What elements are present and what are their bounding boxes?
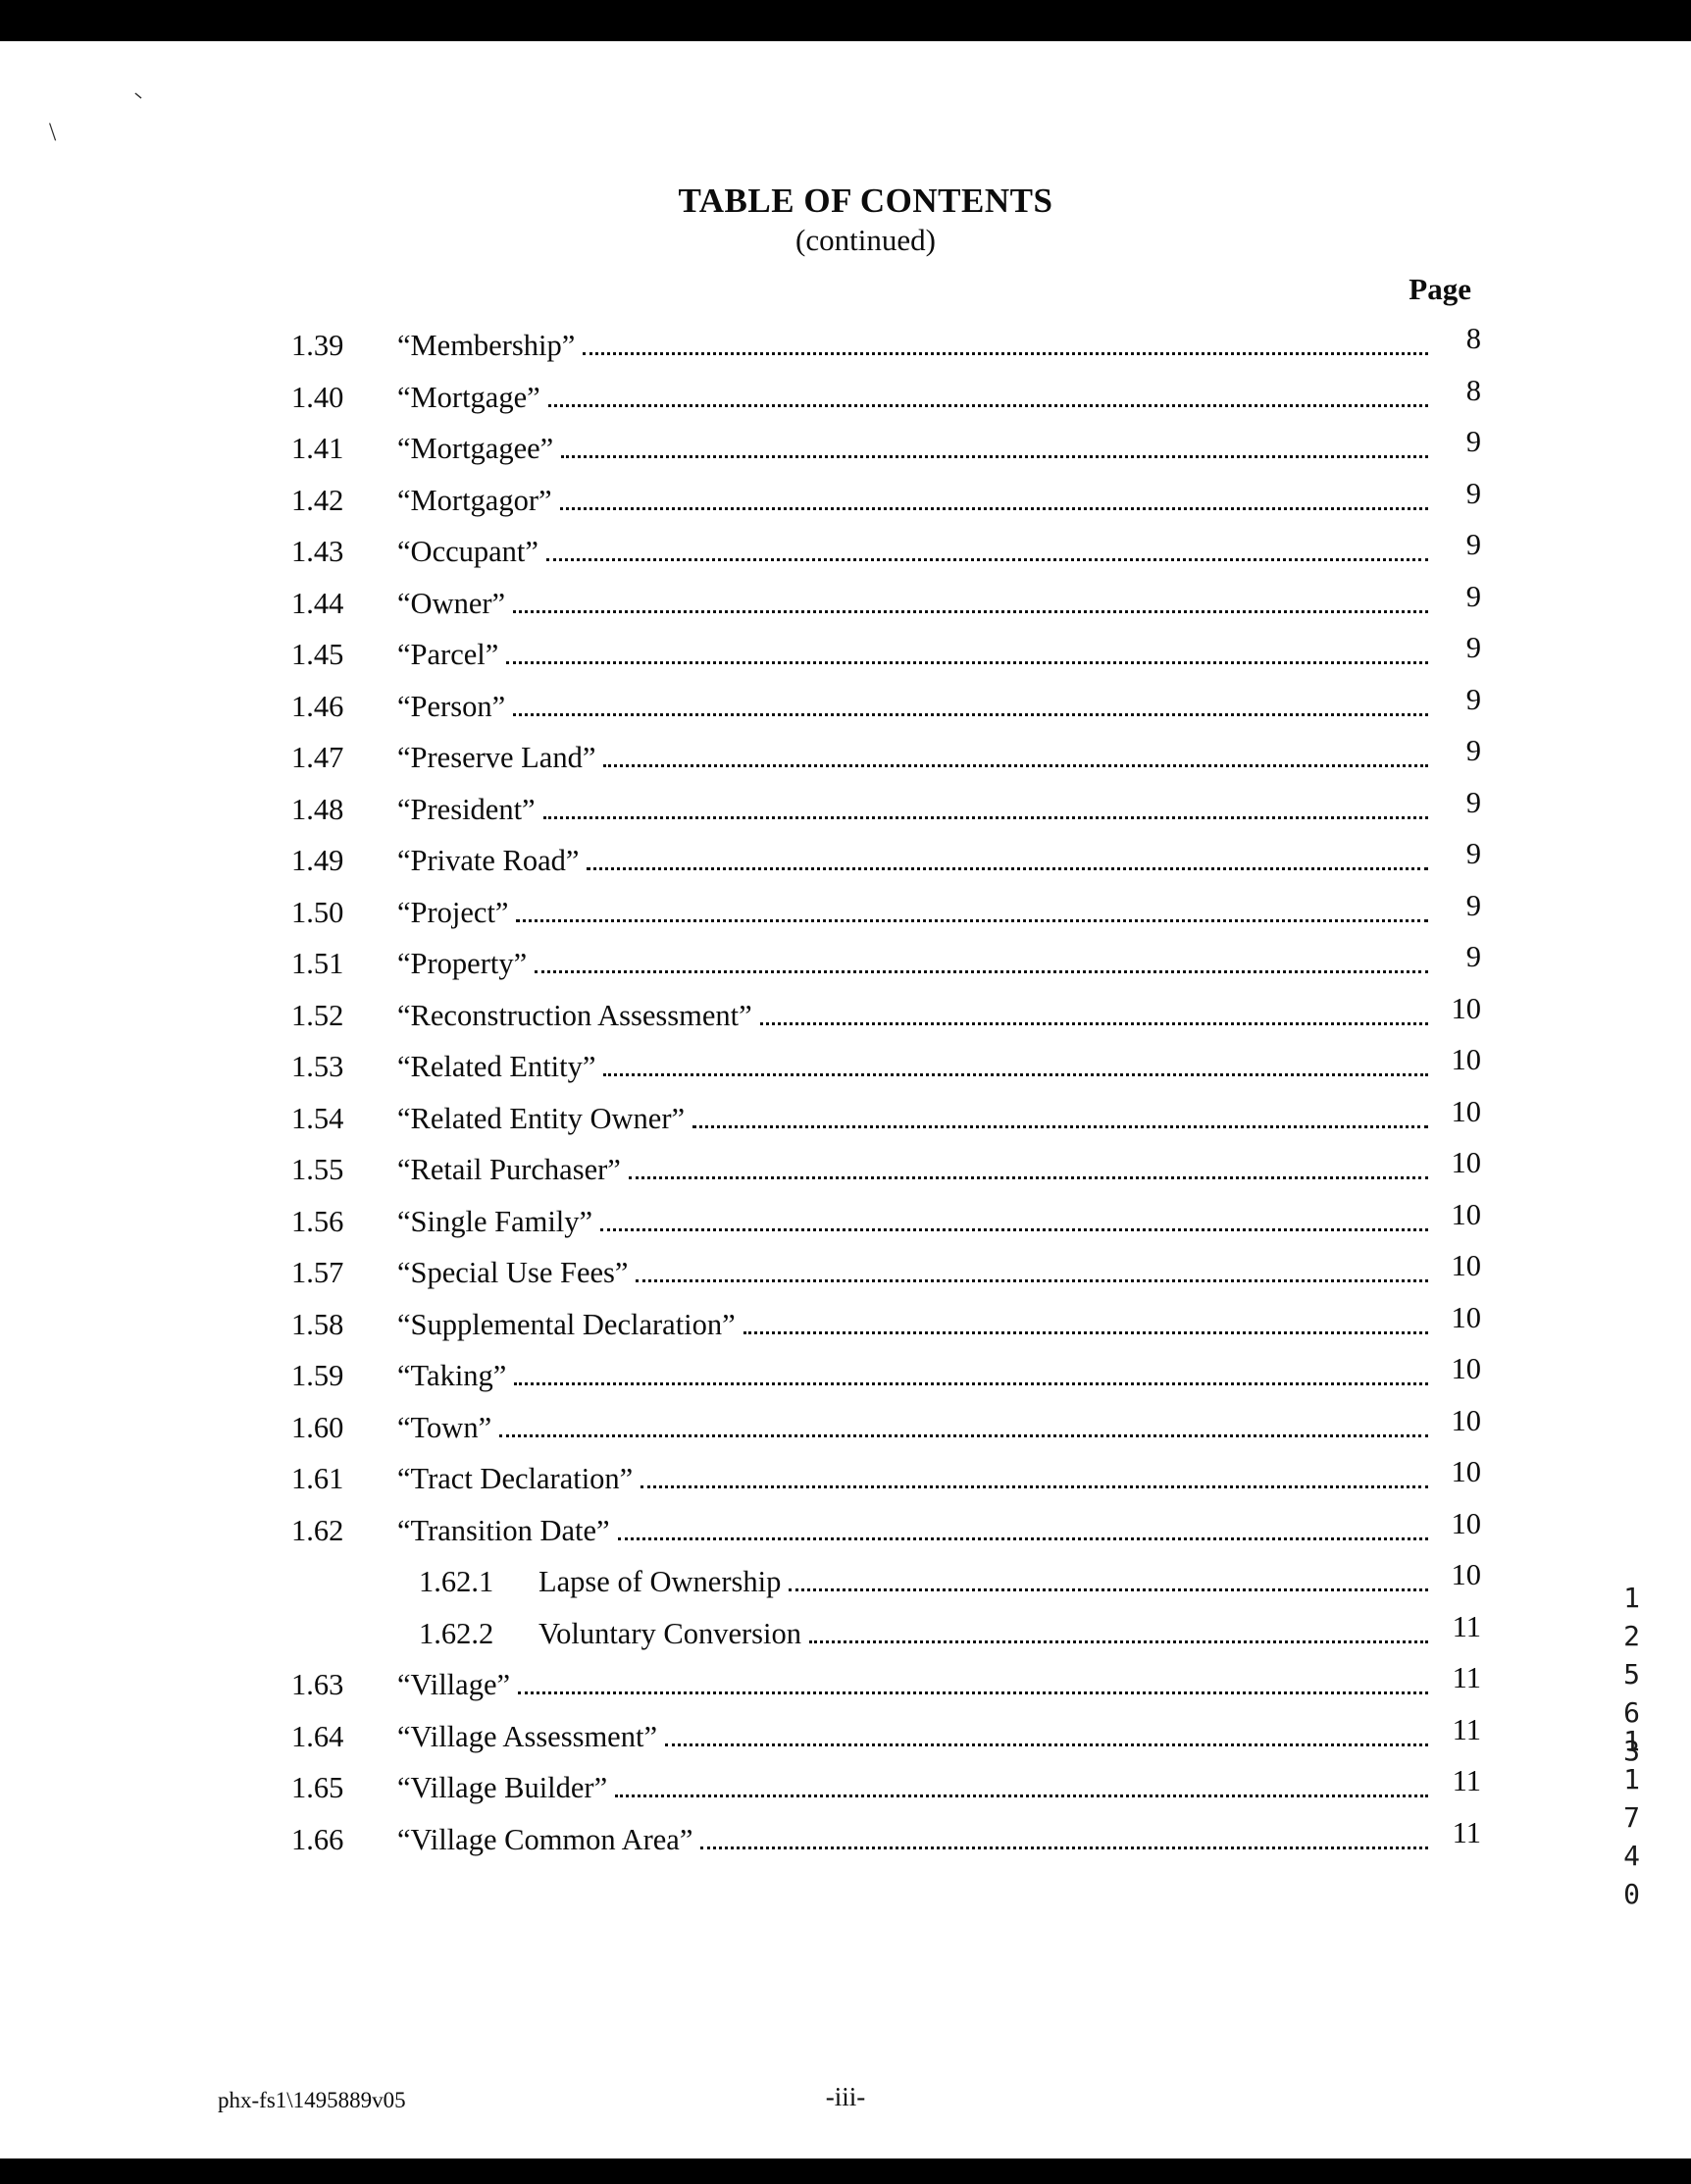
toc-entry xyxy=(250,1300,1481,1342)
toc-entry xyxy=(250,888,1481,930)
toc-entry xyxy=(250,373,1481,415)
toc-entry-page: 9 xyxy=(1465,734,1481,767)
toc-entry xyxy=(250,1352,1481,1393)
toc-entry xyxy=(250,1815,1481,1857)
toc-entry-title: “Owner” xyxy=(397,586,506,620)
toc-entry-number: 1.60 xyxy=(291,1410,344,1444)
toc-entry-title: Voluntary Conversion xyxy=(538,1616,801,1650)
toc-entry-page: 10 xyxy=(1451,991,1481,1025)
toc-entry-number: 1.65 xyxy=(291,1771,344,1804)
toc-entry-page: 10 xyxy=(1451,1300,1481,1334)
toc-entry xyxy=(250,837,1481,878)
toc-entry-page: 10 xyxy=(1451,1455,1481,1488)
dot-leader xyxy=(809,1640,1428,1643)
vertical-stamp-number-top: 12563 xyxy=(1615,1582,1648,1773)
toc-list xyxy=(250,322,1481,1857)
scan-artifact: ˉ xyxy=(122,86,147,115)
toc-entry-page: 10 xyxy=(1451,1094,1481,1128)
dot-leader xyxy=(587,867,1428,870)
toc-entry-page: 10 xyxy=(1451,1506,1481,1540)
toc-entry xyxy=(250,528,1481,569)
toc-entry-number: 1.62 xyxy=(291,1513,344,1547)
dot-leader xyxy=(743,1331,1428,1334)
toc-entry-page: 10 xyxy=(1451,1146,1481,1179)
toc-entry-page: 9 xyxy=(1465,425,1481,458)
toc-entry-number: 1.41 xyxy=(291,432,344,465)
toc-entry-number: 1.50 xyxy=(291,895,344,929)
toc-entry-page: 9 xyxy=(1465,476,1481,510)
toc-entry xyxy=(250,322,1481,363)
toc-entry-number: 1.55 xyxy=(291,1153,344,1186)
toc-entry-title: “Special Use Fees” xyxy=(397,1256,629,1289)
dot-leader xyxy=(513,610,1428,613)
toc-entry xyxy=(250,734,1481,775)
toc-entry-title: “Single Family” xyxy=(397,1204,593,1238)
toc-entry-number: 1.46 xyxy=(291,689,344,723)
toc-entry xyxy=(250,1455,1481,1496)
title-block xyxy=(250,182,1481,258)
toc-entry-title: “Transition Date” xyxy=(397,1513,610,1547)
toc-entry xyxy=(250,1249,1481,1290)
toc-entry xyxy=(250,682,1481,724)
scan-artifact: \ xyxy=(49,118,57,146)
dot-leader xyxy=(665,1743,1428,1746)
toc-entry-title: “Private Road” xyxy=(397,844,580,877)
footer-page-number: -iii- xyxy=(825,2082,866,2111)
toc-entry-number: 1.62.2 xyxy=(419,1616,494,1650)
toc-entry xyxy=(250,1146,1481,1187)
dot-leader xyxy=(560,507,1428,510)
toc-entry-page: 11 xyxy=(1452,1609,1481,1643)
toc-entry xyxy=(250,1043,1481,1084)
toc-entry-title: “Mortgagor” xyxy=(397,483,552,517)
dot-leader xyxy=(615,1794,1428,1797)
dot-leader xyxy=(561,455,1428,458)
dot-leader xyxy=(760,1022,1428,1025)
toc-entry-title: “Taking” xyxy=(397,1359,507,1392)
toc-entry-number: 1.43 xyxy=(291,535,344,568)
toc-entry-number: 1.49 xyxy=(291,844,344,877)
toc-entry-number: 1.39 xyxy=(291,329,344,362)
dot-leader xyxy=(506,661,1428,664)
dot-leader xyxy=(535,970,1428,973)
toc-entry-title: “Occupant” xyxy=(397,535,538,568)
toc-entry-number: 1.58 xyxy=(291,1307,344,1341)
toc-entry-title: “Retail Purchaser” xyxy=(397,1153,621,1186)
toc-entry-page: 9 xyxy=(1465,579,1481,613)
page-column-header: Page xyxy=(1409,272,1471,306)
toc-entry-page: 10 xyxy=(1451,1352,1481,1385)
toc-entry xyxy=(250,579,1481,621)
toc-entry-title: “Village” xyxy=(397,1668,511,1701)
toc-entry xyxy=(250,425,1481,466)
dot-leader xyxy=(600,1228,1428,1231)
toc-entry-number: 1.47 xyxy=(291,741,344,774)
toc-entry xyxy=(250,940,1481,981)
toc-entry-title: “Mortgage” xyxy=(397,380,540,414)
dot-leader xyxy=(603,1073,1428,1076)
toc-entry-number: 1.40 xyxy=(291,380,344,414)
toc-entry xyxy=(250,1403,1481,1445)
toc-entry-title: “Supplemental Declaration” xyxy=(397,1307,736,1341)
toc-entry-number: 1.61 xyxy=(291,1462,344,1495)
toc-entry-title: “Project” xyxy=(397,895,509,929)
toc-entry-number: 1.54 xyxy=(291,1101,344,1135)
dot-leader xyxy=(548,404,1428,407)
toc-entry-number: 1.52 xyxy=(291,998,344,1032)
toc-entry-number: 1.63 xyxy=(291,1668,344,1701)
toc-entry-title: “President” xyxy=(397,792,536,826)
page-title: TABLE OF CONTENTS xyxy=(678,182,1053,220)
toc-entry-number: 1.66 xyxy=(291,1822,344,1856)
scan-edge-bar-top xyxy=(0,0,1691,41)
dot-leader xyxy=(636,1279,1428,1282)
vertical-stamp-number-bottom: 11740 xyxy=(1615,1725,1648,1916)
toc-entry-number: 1.64 xyxy=(291,1719,344,1753)
toc-entry xyxy=(250,476,1481,518)
toc-entry xyxy=(250,1661,1481,1702)
dot-leader xyxy=(603,764,1428,767)
toc-entry-page: 8 xyxy=(1465,322,1481,355)
dot-leader xyxy=(692,1125,1428,1128)
toc-entry-number: 1.48 xyxy=(291,792,344,826)
toc-entry-title: “Related Entity” xyxy=(397,1050,596,1083)
toc-entry-title: “Person” xyxy=(397,689,506,723)
dot-leader xyxy=(546,558,1428,561)
toc-entry-number: 1.42 xyxy=(291,483,344,517)
toc-entry xyxy=(250,1712,1481,1754)
toc-entry-page: 10 xyxy=(1451,1197,1481,1231)
toc-entry-page: 9 xyxy=(1465,631,1481,664)
toc-entry-title: “Reconstruction Assessment” xyxy=(397,998,752,1032)
toc-entry-page: 9 xyxy=(1465,682,1481,716)
footer-document-id: phx-fs1\1495889v05 xyxy=(218,2088,406,2112)
toc-entry-title: “Membership” xyxy=(397,329,576,362)
dot-leader xyxy=(629,1176,1428,1179)
toc-entry-page: 11 xyxy=(1452,1712,1481,1746)
toc-entry-number: 1.59 xyxy=(291,1359,344,1392)
scan-edge-bar-bottom xyxy=(0,2158,1691,2184)
toc-entry-number: 1.53 xyxy=(291,1050,344,1083)
dot-leader xyxy=(641,1485,1428,1488)
dot-leader xyxy=(513,713,1428,716)
toc-entry-page: 11 xyxy=(1452,1815,1481,1849)
toc-entry-page: 8 xyxy=(1465,373,1481,407)
toc-entry xyxy=(250,1197,1481,1239)
toc-entry xyxy=(250,1609,1481,1651)
toc-entry-page: 10 xyxy=(1451,1558,1481,1591)
toc-entry xyxy=(250,785,1481,827)
toc-entry-page: 9 xyxy=(1465,785,1481,819)
dot-leader xyxy=(518,1691,1428,1694)
toc-entry-title: “Tract Declaration” xyxy=(397,1462,634,1495)
toc-entry-page: 11 xyxy=(1452,1661,1481,1694)
dot-leader xyxy=(789,1588,1428,1591)
dot-leader xyxy=(583,352,1428,355)
toc-entry-number: 1.51 xyxy=(291,947,344,980)
toc-entry-page: 11 xyxy=(1452,1764,1481,1797)
toc-entry xyxy=(250,1094,1481,1136)
toc-entry-number: 1.56 xyxy=(291,1204,344,1238)
toc-entry xyxy=(250,1764,1481,1805)
toc-entry-title: “Related Entity Owner” xyxy=(397,1101,686,1135)
toc-entry-title: “Town” xyxy=(397,1410,492,1444)
toc-entry-number: 1.62.1 xyxy=(419,1565,494,1598)
dot-leader xyxy=(543,816,1428,819)
dot-leader xyxy=(514,1382,1428,1385)
dot-leader xyxy=(618,1537,1428,1540)
toc-entry-title: “Preserve Land” xyxy=(397,741,596,774)
page-subtitle: (continued) xyxy=(795,223,936,257)
toc-entry-page: 9 xyxy=(1465,888,1481,922)
toc-entry xyxy=(250,631,1481,672)
toc-entry-page: 10 xyxy=(1451,1403,1481,1437)
dot-leader xyxy=(700,1846,1428,1849)
toc-entry-page: 10 xyxy=(1451,1043,1481,1076)
toc-entry-title: “Village Assessment” xyxy=(397,1719,657,1753)
dot-leader xyxy=(499,1434,1428,1437)
toc-entry-page: 9 xyxy=(1465,528,1481,561)
toc-entry xyxy=(250,1506,1481,1548)
toc-entry-page: 9 xyxy=(1465,940,1481,973)
toc-entry-title: Lapse of Ownership xyxy=(538,1565,782,1598)
document-page xyxy=(250,182,1481,1874)
toc-entry-number: 1.57 xyxy=(291,1256,344,1289)
toc-entry-title: “Parcel” xyxy=(397,638,499,671)
toc-entry-number: 1.45 xyxy=(291,638,344,671)
toc-entry-title: “Property” xyxy=(397,947,528,980)
toc-entry-number: 1.44 xyxy=(291,586,344,620)
toc-entry-title: “Village Common Area” xyxy=(397,1822,693,1856)
toc-entry-title: “Village Builder” xyxy=(397,1771,608,1804)
toc-entry xyxy=(250,991,1481,1033)
toc-entry xyxy=(250,1558,1481,1599)
toc-entry-page: 10 xyxy=(1451,1249,1481,1282)
dot-leader xyxy=(516,919,1428,922)
toc-entry-title: “Mortgagee” xyxy=(397,432,554,465)
toc-entry-page: 9 xyxy=(1465,837,1481,870)
